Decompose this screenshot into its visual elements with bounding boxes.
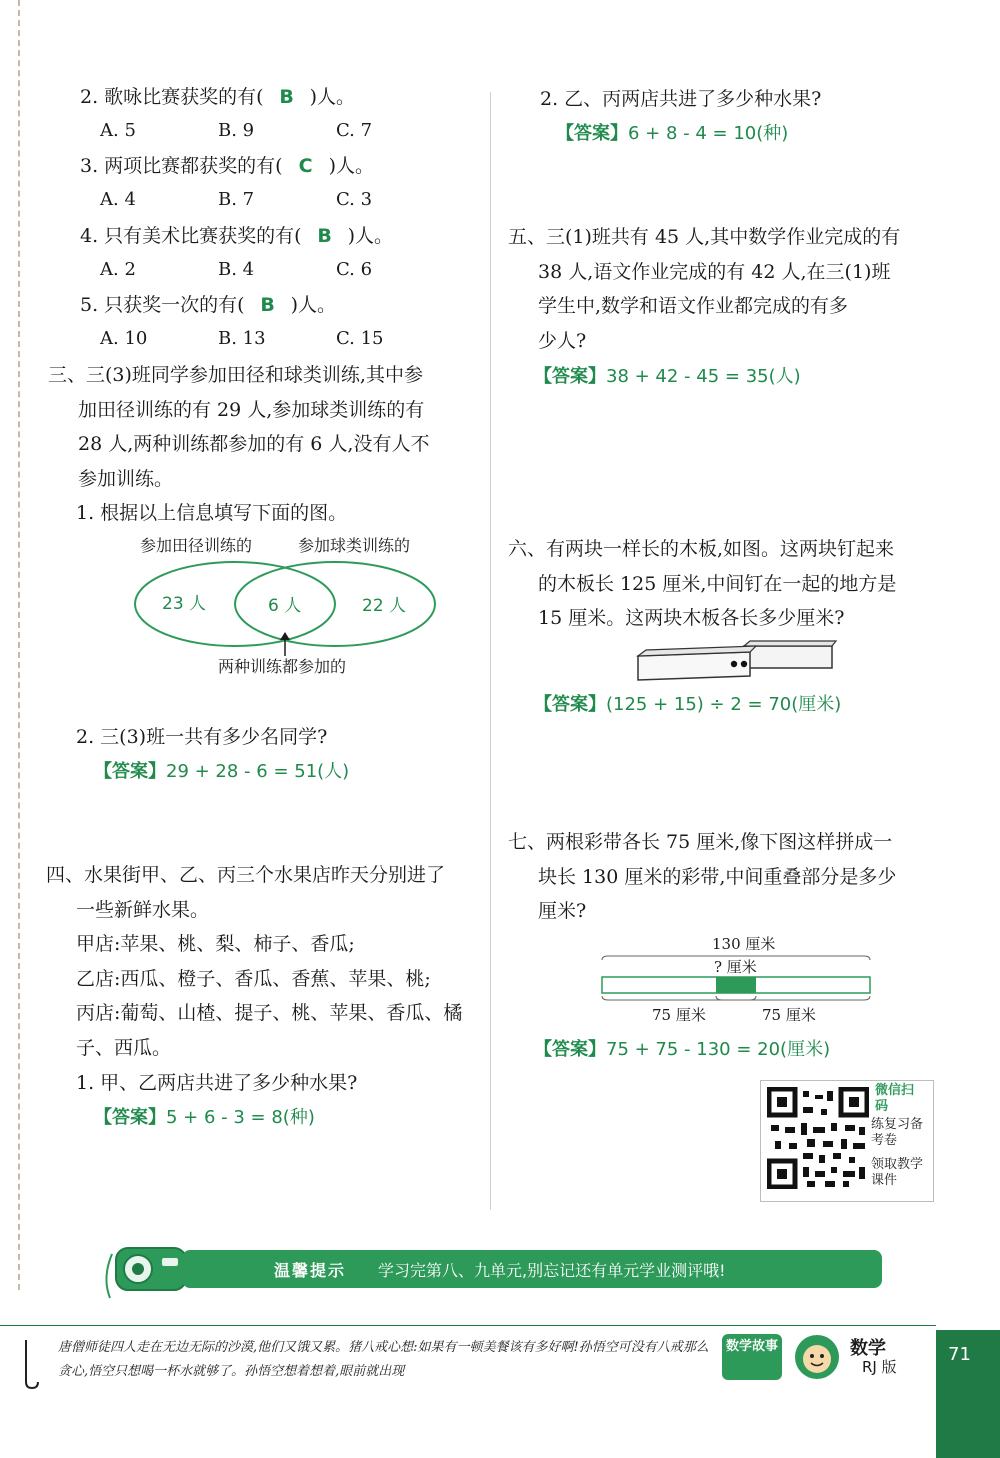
- section-7: 七、两根彩带各长 75 厘米,像下图这样拼成一 块长 130 厘米的彩带,中间重叠部分是多少 厘米?: [508, 831, 897, 922]
- wooden-boards-figure: [632, 640, 842, 686]
- answer-choice: C: [298, 155, 313, 177]
- question-5: 5. 只获奖一次的有( B )人。: [80, 288, 336, 322]
- ribbon-total-label: 130 厘米: [712, 935, 776, 953]
- options-q5: A. 10 B. 13 C. 15: [100, 328, 384, 349]
- venn-arrow-head: [280, 632, 290, 640]
- left-margin-dash: [18, 0, 20, 1290]
- monkey-mascot-icon: [792, 1332, 842, 1382]
- tip-title: 温馨提示: [274, 1260, 347, 1280]
- section-3: 三、三(3)班同学参加田径和球类训练,其中参 加田径训练的有 29 人,参加球类训练的有 28 人,两种训练都参加的有 6 人,没有人不 参加训练。: [48, 364, 430, 490]
- ribbon-right-label: 75 厘米: [762, 1006, 816, 1024]
- question-2: 2. 歌咏比赛获奖的有( B )人。: [80, 80, 355, 114]
- answer-section-6: 【答案】(125 + 15) ÷ 2 = 70(厘米): [534, 694, 842, 715]
- answer-section-5: 【答案】38 + 42 - 45 = 35(人): [534, 366, 801, 387]
- section-6: 六、有两块一样长的木板,如图。这两块钉起来 的木板长 125 厘米,中间钉在一起的地方是 15 厘米。这两块木板各长多少厘米?: [508, 538, 897, 629]
- qr-code-icon[interactable]: [767, 1087, 869, 1189]
- tip-banner: [182, 1250, 882, 1288]
- qr-line-1: 练复习备: [871, 1117, 924, 1132]
- answer-section-4: 【答案】5 + 6 - 3 = 8(种): [94, 1107, 315, 1128]
- column-divider: [490, 92, 491, 1210]
- tape-measure-icon: [98, 1238, 194, 1302]
- answer-section-3: 【答案】29 + 28 - 6 = 51(人): [94, 761, 350, 782]
- answer-choice: B: [317, 225, 332, 247]
- tip-text: 学习完第八、九单元,别忘记还有单元学业测评哦!: [378, 1260, 726, 1280]
- footer-story: 唐僧师徒四人走在无边无际的沙漠,他们又饿又累。猪八戒心想:如果有一顿美餐该有多好啊!孙悟空可没有八戒那么贪心,悟空只想喝一杯水就够了。孙悟空想着想着,眼前就出现: [58, 1340, 709, 1379]
- footer-edition: RJ 版: [862, 1358, 897, 1376]
- qr-line-4: 课件: [871, 1173, 898, 1188]
- ribbon-overlap: [716, 977, 756, 993]
- story-badge: 数学故事: [722, 1334, 782, 1380]
- qr-code-panel[interactable]: [760, 1080, 934, 1202]
- venn-value-mid: 6 人: [268, 596, 302, 616]
- page-number: 71: [948, 1344, 971, 1365]
- venn-label-right: 参加球类训练的: [298, 536, 411, 555]
- section-4: 四、水果街甲、乙、丙三个水果店昨天分别进了 一些新鲜水果。 甲店:苹果、桃、梨、柿子、香瓜; 乙店:西瓜、橙子、香瓜、香蕉、苹果、桃; 丙店:葡萄、山楂、提子、桃、苹果、香瓜、橘 子、西瓜。: [46, 864, 463, 1059]
- question-4: 4. 只有美术比赛获奖的有( B )人。: [80, 219, 393, 253]
- answer-section-4-sub2: 【答案】6 + 8 - 4 = 10(种): [556, 123, 789, 144]
- footer-subject: 数学: [850, 1338, 886, 1359]
- section-3-sub2: 2. 三(3)班一共有多少名同学?: [76, 726, 328, 748]
- options-q4: A. 2 B. 4 C. 6: [100, 259, 373, 280]
- section-4-sub2: 2. 乙、丙两店共进了多少种水果?: [540, 88, 822, 110]
- section-3-sub1: 1. 根据以上信息填写下面的图。: [76, 502, 348, 524]
- ribbon-overlap-label: ? 厘米: [714, 958, 757, 976]
- qr-line-3: 领取教学: [871, 1157, 924, 1172]
- options-q3: A. 4 B. 7 C. 3: [100, 189, 373, 210]
- question-3: 3. 两项比赛都获奖的有( C )人。: [80, 149, 374, 183]
- venn-value-right: 22 人: [362, 596, 407, 616]
- ribbon-diagram: [596, 928, 876, 1028]
- options-q2: A. 5 B. 9 C. 7: [100, 120, 373, 141]
- venn-label-left: 参加田径训练的: [140, 536, 253, 555]
- answer-choice: B: [279, 86, 294, 108]
- qr-title: 微信扫码: [875, 1083, 915, 1114]
- hook-decoration-icon: [20, 1338, 50, 1392]
- qr-line-2: 考卷: [871, 1133, 898, 1148]
- section-5: 五、三(1)班共有 45 人,其中数学作业完成的有 38 人,语文作业完成的有 42 人,在三(1)班 学生中,数学和语文作业都完成的有多 少人?: [508, 226, 901, 352]
- venn-label-bottom: 两种训练都参加的: [218, 657, 347, 676]
- answer-choice: B: [260, 294, 275, 316]
- answer-section-7: 【答案】75 + 75 - 130 = 20(厘米): [534, 1039, 831, 1060]
- section-4-sub1: 1. 甲、乙两店共进了多少种水果?: [76, 1072, 358, 1094]
- footer-rule: [0, 1325, 936, 1326]
- ribbon-left-label: 75 厘米: [652, 1006, 706, 1024]
- venn-value-left: 23 人: [162, 594, 207, 614]
- page-corner: [936, 1330, 1000, 1458]
- venn-diagram: [120, 530, 460, 690]
